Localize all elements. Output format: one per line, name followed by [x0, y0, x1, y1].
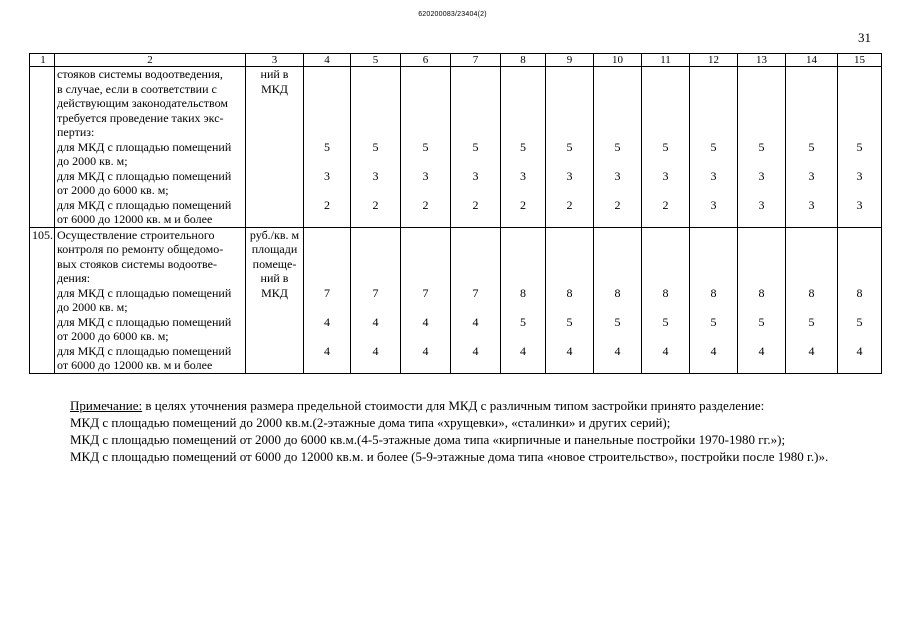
- spacer: [304, 228, 350, 286]
- spacer: [304, 67, 350, 140]
- cell-line: контроля по ремонту общедомо-: [57, 242, 224, 256]
- cell-line: 3: [808, 168, 815, 183]
- spacer: [690, 212, 737, 227]
- spacer: [786, 183, 837, 198]
- spacer: [501, 154, 545, 169]
- cell-line: 3: [324, 168, 330, 183]
- spacer: [351, 228, 400, 286]
- cell-line: 3: [710, 197, 717, 212]
- cell-line: 4: [422, 343, 429, 358]
- cell-line: 5: [566, 139, 573, 154]
- value-cell: [351, 67, 401, 228]
- cell-line: дения:: [57, 271, 91, 285]
- spacer: [351, 358, 400, 373]
- spacer: [642, 67, 689, 140]
- spacer: [838, 300, 881, 315]
- cell-line: 3: [422, 168, 429, 183]
- column-header: 3: [246, 54, 304, 67]
- value-cell: [642, 67, 690, 228]
- cell-line: стояков системы водоотведения,: [57, 67, 223, 81]
- cell-line: 4: [520, 343, 526, 358]
- cell-line: 5: [520, 314, 526, 329]
- column-header: 13: [738, 54, 786, 67]
- value-cell: [501, 67, 546, 228]
- cell-line: 4: [472, 314, 479, 329]
- cell-line: 4: [758, 343, 765, 358]
- row-number: [30, 67, 55, 228]
- note-line: [70, 397, 828, 414]
- spacer: [594, 212, 641, 227]
- cell-line: пертиз:: [57, 125, 95, 139]
- cell-line: 8: [566, 285, 573, 300]
- footnote: [70, 397, 828, 465]
- column-header: 12: [690, 54, 738, 67]
- note-line: МКД с площадью помещений от 6000 до 12000 кв.м. и более (5-9-этажные дома типа «новое строительство», постройки после 1980 г.)».: [70, 449, 829, 464]
- column-header: 4: [304, 54, 351, 67]
- cell-line: для МКД с площадью помещений: [57, 197, 232, 212]
- cell-line: 8: [856, 285, 863, 300]
- cell-line: 8: [662, 285, 669, 300]
- value-cell: [786, 67, 838, 228]
- cell-line: 3: [566, 168, 573, 183]
- spacer: [738, 329, 785, 344]
- cell-line: 4: [422, 314, 429, 329]
- row-description: [55, 227, 246, 373]
- cell-line: руб./кв. м: [249, 227, 300, 242]
- spacer: [451, 358, 500, 373]
- spacer: [594, 228, 641, 286]
- spacer: [451, 329, 500, 344]
- spacer: [838, 358, 881, 373]
- cell-line: 3: [520, 168, 526, 183]
- spacer: [501, 212, 545, 227]
- cell-line: 5: [808, 314, 815, 329]
- column-header: 1: [30, 54, 55, 67]
- spacer: [690, 300, 737, 315]
- spacer: [594, 67, 641, 140]
- cell-line: 4: [372, 343, 379, 358]
- column-header: 11: [642, 54, 690, 67]
- cell-line: 2: [422, 197, 429, 212]
- cell-line: 4: [324, 314, 330, 329]
- spacer: [351, 183, 400, 198]
- column-header: 10: [594, 54, 642, 67]
- cell-line: 5: [566, 314, 573, 329]
- table-row: [30, 67, 882, 228]
- cell-line: 3: [758, 197, 765, 212]
- cell-line: 4: [614, 343, 621, 358]
- cell-line: Осуществление строительного: [57, 227, 215, 242]
- spacer: [304, 212, 350, 227]
- value-cell: [838, 67, 882, 228]
- spacer: [451, 300, 500, 315]
- cell-line: 5: [856, 139, 863, 154]
- cell-line: 4: [472, 343, 479, 358]
- spacer: [451, 154, 500, 169]
- document-id: 620200083/23404(2): [418, 11, 487, 18]
- cell-line: для МКД с площадью помещений: [57, 168, 232, 183]
- spacer: [351, 67, 400, 140]
- spacer: [401, 358, 450, 373]
- cell-line: 5: [520, 139, 526, 154]
- cell-line: 2: [324, 197, 330, 212]
- cell-line: 8: [808, 285, 815, 300]
- spacer: [304, 183, 350, 198]
- cell-line: 3: [856, 168, 863, 183]
- spacer: [786, 329, 837, 344]
- spacer: [501, 300, 545, 315]
- note-line: МКД с площадью помещений от 2000 до 6000 кв.м.(4-5-этажные дома типа «кирпичные и панельные постройки 1970-1980 гг.»);: [70, 432, 786, 447]
- spacer: [594, 154, 641, 169]
- cell-line: 4: [808, 343, 815, 358]
- spacer: [401, 228, 450, 286]
- spacer: [351, 212, 400, 227]
- cell-line: площади: [251, 242, 298, 256]
- cell-line: 8: [710, 285, 717, 300]
- spacer: [501, 358, 545, 373]
- cell-line: вых стояков системы водоотве-: [57, 256, 217, 271]
- spacer: [501, 183, 545, 198]
- column-header: 7: [451, 54, 501, 67]
- spacer: [690, 67, 737, 140]
- spacer: [642, 300, 689, 315]
- cell-line: до 2000 кв. м;: [57, 300, 128, 314]
- value-cell: [838, 227, 882, 373]
- spacer: [642, 154, 689, 169]
- column-header: 15: [838, 54, 882, 67]
- cell-line: в случае, если в соответствии с: [57, 81, 217, 96]
- cell-line: помеще-: [252, 256, 297, 271]
- cell-line: от 2000 до 6000 кв. м;: [57, 183, 169, 197]
- cell-line: 5: [662, 139, 669, 154]
- column-header: 14: [786, 54, 838, 67]
- spacer: [738, 212, 785, 227]
- spacer: [738, 358, 785, 373]
- row-unit: [246, 67, 304, 228]
- spacer: [451, 183, 500, 198]
- spacer: [501, 228, 545, 286]
- spacer: [351, 154, 400, 169]
- row-unit: [246, 227, 304, 373]
- cell-line: 4: [324, 343, 330, 358]
- cell-line: 3: [372, 168, 379, 183]
- cell-line: для МКД с площадью помещений: [57, 285, 232, 300]
- spacer: [546, 154, 593, 169]
- value-cell: [351, 227, 401, 373]
- spacer: [838, 228, 881, 286]
- cell-line: требуется проведение таких экс-: [57, 110, 224, 125]
- cell-line: 5: [808, 139, 815, 154]
- cell-line: МКД: [261, 285, 288, 300]
- cell-line: действующим законодательством: [57, 96, 228, 110]
- cell-line: для МКД с площадью помещений: [57, 314, 232, 329]
- spacer: [738, 67, 785, 140]
- column-header: 8: [501, 54, 546, 67]
- cell-line: 2: [472, 197, 479, 212]
- cell-line: 8: [614, 285, 621, 300]
- cell-line: 5: [758, 139, 765, 154]
- spacer: [401, 154, 450, 169]
- spacer: [786, 67, 837, 140]
- spacer: [546, 329, 593, 344]
- spacer: [401, 67, 450, 140]
- spacer: [738, 183, 785, 198]
- column-header: 5: [351, 54, 401, 67]
- spacer: [351, 329, 400, 344]
- cell-line: 4: [566, 343, 573, 358]
- spacer: [738, 154, 785, 169]
- spacer: [838, 329, 881, 344]
- spacer: [594, 183, 641, 198]
- column-header: 9: [546, 54, 594, 67]
- cell-line: до 2000 кв. м;: [57, 154, 128, 168]
- value-cell: [401, 67, 451, 228]
- spacer: [546, 183, 593, 198]
- cell-line: для МКД с площадью помещений: [57, 343, 232, 358]
- spacer: [838, 154, 881, 169]
- spacer: [594, 329, 641, 344]
- cell-line: от 6000 до 12000 кв. м и более: [57, 358, 213, 372]
- spacer: [451, 228, 500, 286]
- value-cell: [451, 227, 501, 373]
- cell-line: 3: [472, 168, 479, 183]
- cell-line: 2: [614, 197, 621, 212]
- spacer: [786, 300, 837, 315]
- cell-line: 5: [662, 314, 669, 329]
- column-header: 6: [401, 54, 451, 67]
- value-cell: [451, 67, 501, 228]
- spacer: [304, 300, 350, 315]
- cell-line: 5: [856, 314, 863, 329]
- spacer: [451, 212, 500, 227]
- column-header: 2: [55, 54, 246, 67]
- spacer: [786, 358, 837, 373]
- cell-line: 3: [758, 168, 765, 183]
- cell-line: 4: [856, 343, 863, 358]
- row-number: [30, 227, 55, 373]
- spacer: [738, 228, 785, 286]
- spacer: [838, 212, 881, 227]
- spacer: [546, 300, 593, 315]
- cell-line: 8: [758, 285, 765, 300]
- spacer: [838, 67, 881, 140]
- cell-line: 5: [710, 139, 717, 154]
- cell-line: 4: [372, 314, 379, 329]
- spacer: [690, 228, 737, 286]
- value-cell: [304, 67, 351, 228]
- header-row: [30, 54, 882, 67]
- cell-line: 8: [520, 285, 526, 300]
- spacer: [401, 183, 450, 198]
- cell-line: ний в: [260, 271, 289, 285]
- cell-line: ний в: [260, 67, 289, 81]
- note-first-text: в целях уточнения размера предельной стоимости для МКД с различным типом застройки принято разделение:: [142, 398, 765, 413]
- value-cell: [546, 227, 594, 373]
- spacer: [642, 228, 689, 286]
- spacer: [642, 358, 689, 373]
- cell-line: 2: [566, 197, 573, 212]
- cell-line: от 6000 до 12000 кв. м и более: [57, 212, 213, 226]
- cell-line: от 2000 до 6000 кв. м;: [57, 329, 169, 343]
- spacer: [690, 183, 737, 198]
- cell-line: 105.: [32, 227, 53, 242]
- cell-line: 4: [662, 343, 669, 358]
- value-cell: [594, 227, 642, 373]
- spacer: [690, 329, 737, 344]
- cell-line: 7: [324, 285, 330, 300]
- spacer: [401, 212, 450, 227]
- cell-line: 5: [324, 139, 330, 154]
- spacer: [304, 154, 350, 169]
- value-cell: [738, 67, 786, 228]
- spacer: [786, 212, 837, 227]
- spacer: [451, 67, 500, 140]
- value-cell: [594, 67, 642, 228]
- value-cell: [304, 227, 351, 373]
- cell-line: 5: [614, 314, 621, 329]
- value-cell: [546, 67, 594, 228]
- cell-line: 2: [372, 197, 379, 212]
- cell-line: 5: [758, 314, 765, 329]
- cell-line: 2: [520, 197, 526, 212]
- cell-line: 2: [662, 197, 669, 212]
- page-number: 31: [858, 30, 871, 45]
- table-row: [30, 227, 882, 373]
- cell-line: 7: [472, 285, 479, 300]
- cell-line: 3: [662, 168, 669, 183]
- spacer: [786, 228, 837, 286]
- cell-line: 5: [422, 139, 429, 154]
- spacer: [304, 358, 350, 373]
- spacer: [351, 300, 400, 315]
- spacer: [501, 329, 545, 344]
- cell-line: для МКД с площадью помещений: [57, 139, 232, 154]
- spacer: [594, 300, 641, 315]
- value-cell: [786, 227, 838, 373]
- row-description: [55, 67, 246, 228]
- cell-line: [32, 67, 54, 82]
- value-cell: [690, 227, 738, 373]
- cell-line: 3: [710, 168, 717, 183]
- cell-line: 7: [422, 285, 429, 300]
- spacer: [690, 358, 737, 373]
- spacer: [546, 358, 593, 373]
- spacer: [501, 67, 545, 140]
- cell-line: 4: [710, 343, 717, 358]
- spacer: [546, 212, 593, 227]
- spacer: [304, 329, 350, 344]
- cell-line: 3: [808, 197, 815, 212]
- spacer: [546, 228, 593, 286]
- spacer: [642, 183, 689, 198]
- cell-line: 5: [710, 314, 717, 329]
- spacer: [838, 183, 881, 198]
- note-line: МКД с площадью помещений до 2000 кв.м.(2-этажные дома типа «хрущевки», «сталинки» и других серий);: [70, 415, 671, 430]
- note-prefix: Примечание:: [70, 398, 143, 413]
- cell-line: 3: [614, 168, 621, 183]
- spacer: [401, 329, 450, 344]
- spacer: [401, 300, 450, 315]
- value-cell: [642, 227, 690, 373]
- cell-line: 7: [372, 285, 379, 300]
- spacer: [738, 300, 785, 315]
- value-cell: [738, 227, 786, 373]
- spacer: [690, 154, 737, 169]
- cost-table: [29, 53, 882, 374]
- cell-line: МКД: [261, 81, 288, 96]
- spacer: [642, 212, 689, 227]
- cell-line: 5: [372, 139, 379, 154]
- cell-line: 5: [614, 139, 621, 154]
- spacer: [786, 154, 837, 169]
- value-cell: [401, 227, 451, 373]
- spacer: [594, 358, 641, 373]
- cell-line: 3: [856, 197, 863, 212]
- spacer: [546, 67, 593, 140]
- cell-line: 5: [472, 139, 479, 154]
- value-cell: [501, 227, 546, 373]
- spacer: [642, 329, 689, 344]
- value-cell: [690, 67, 738, 228]
